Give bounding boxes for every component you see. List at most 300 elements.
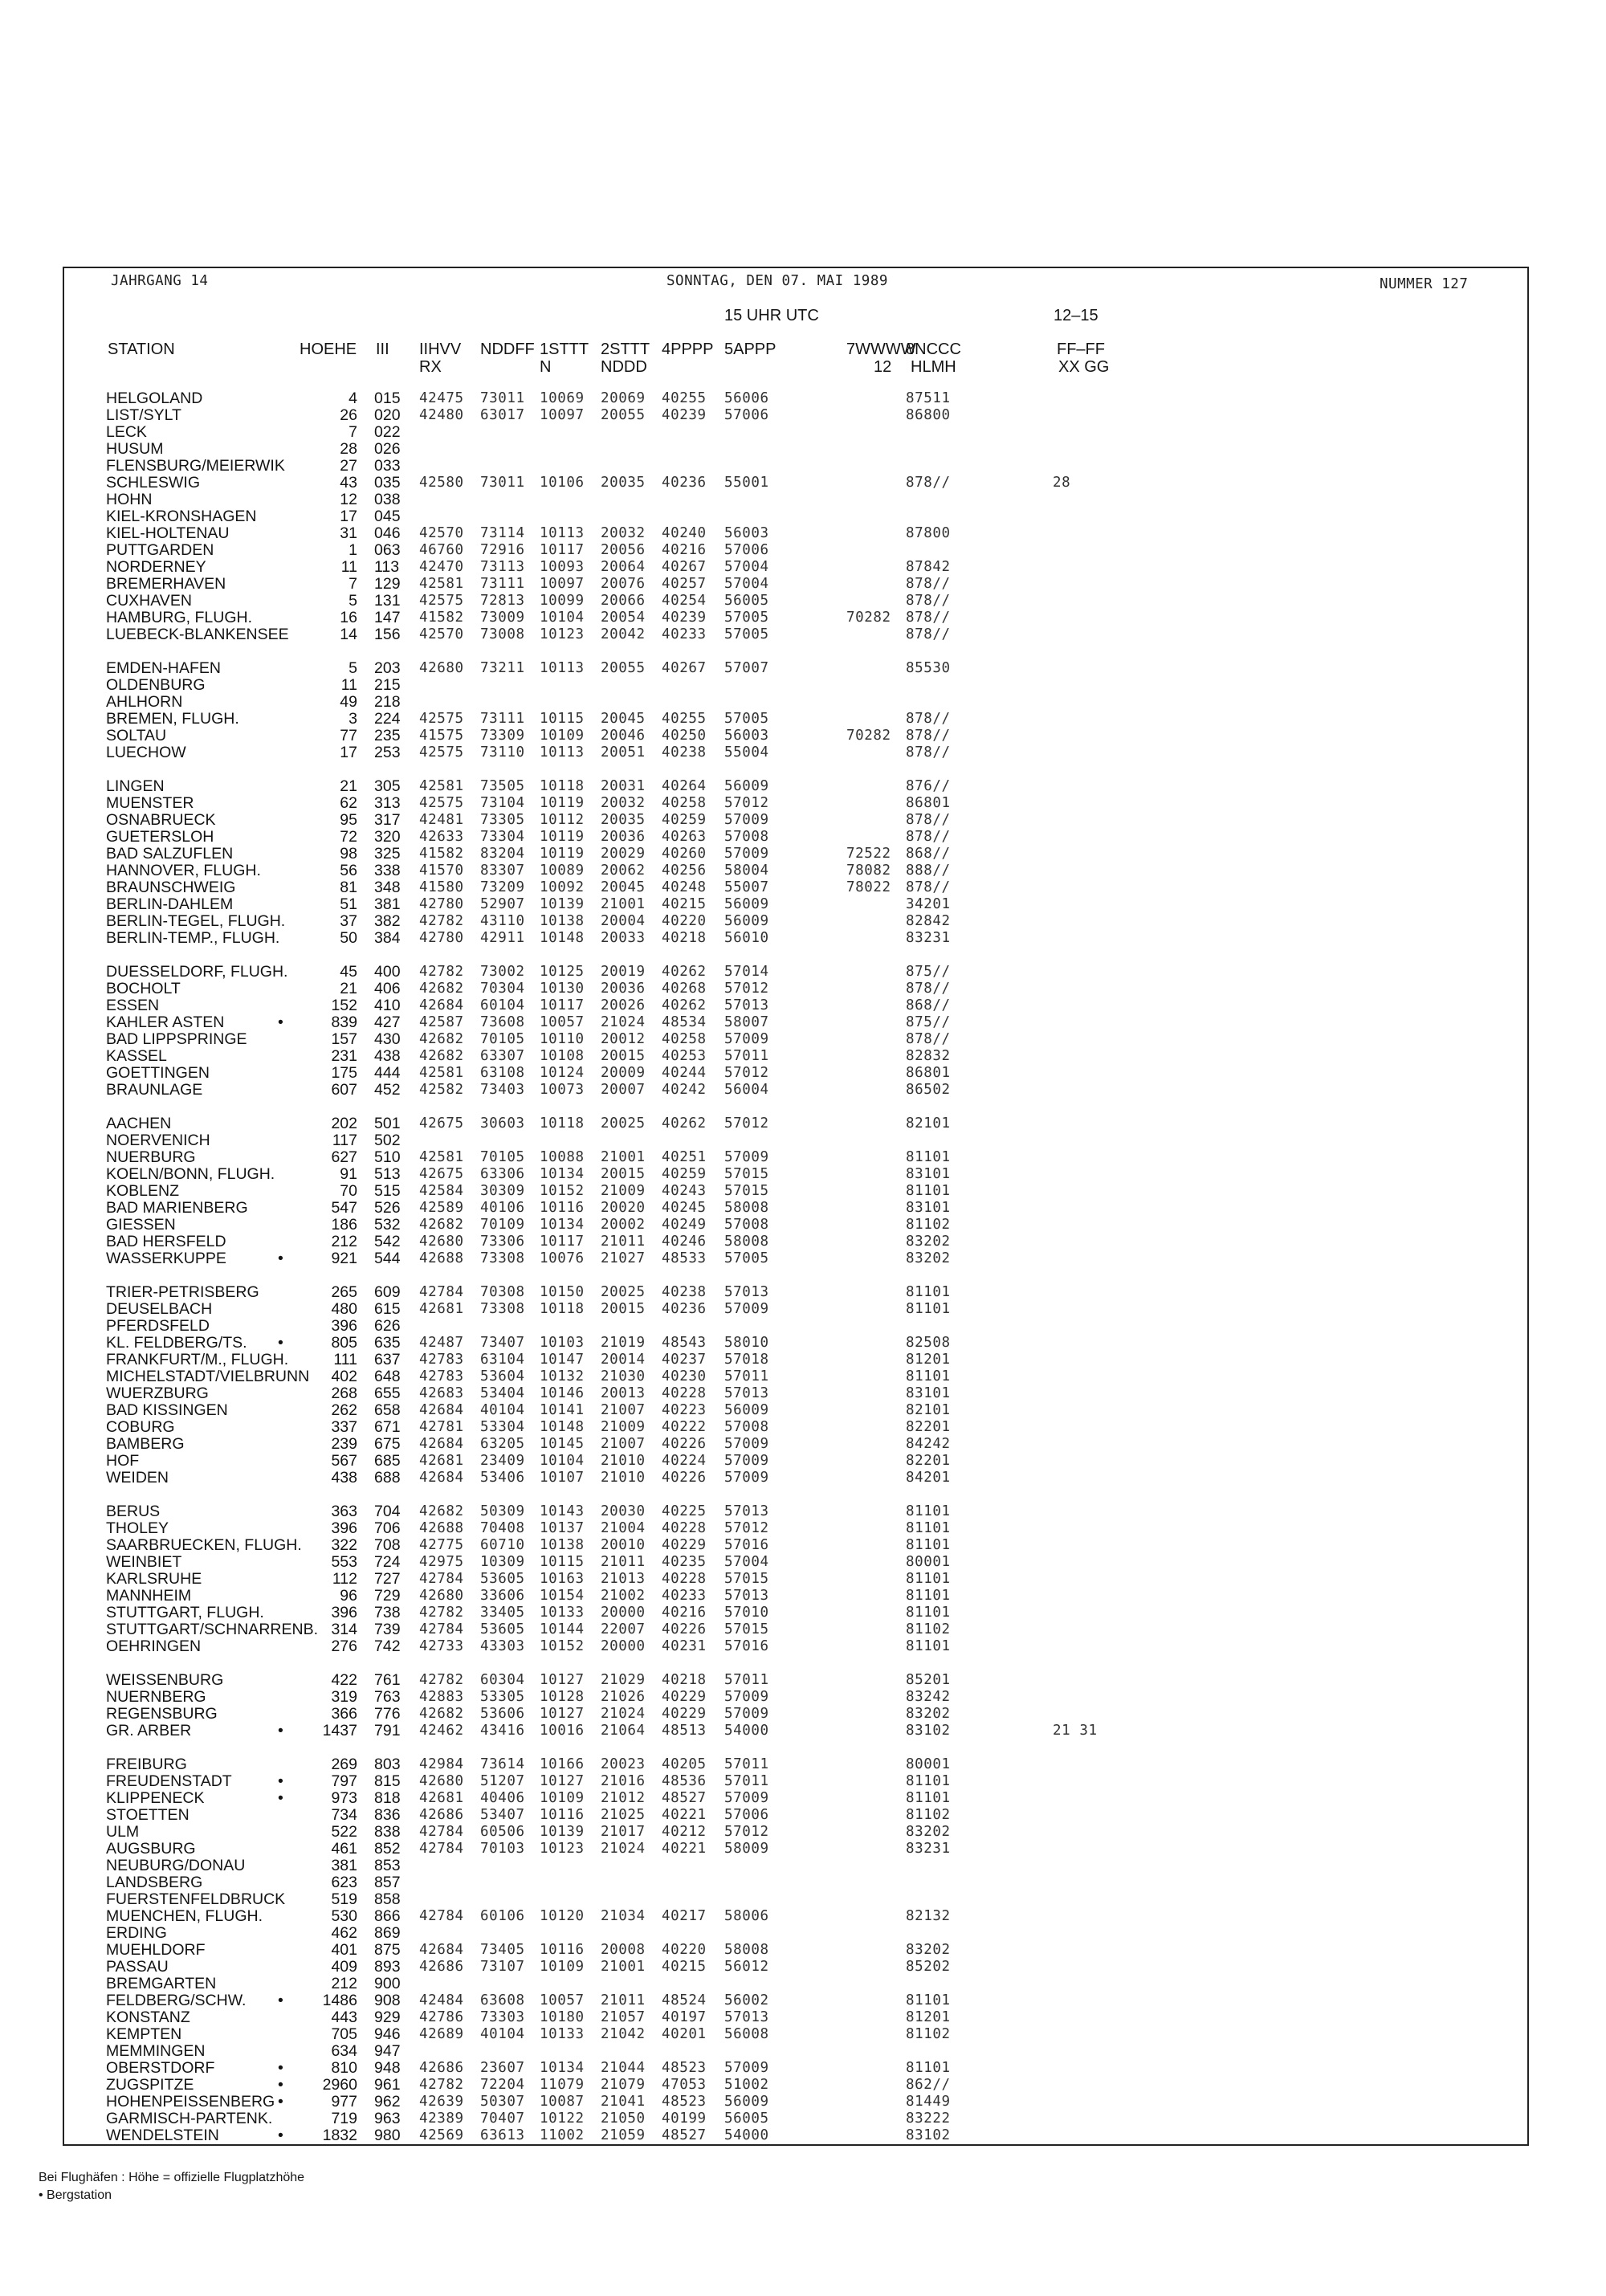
synop-group-5: 40264: [662, 778, 707, 794]
station-height: 366: [331, 1705, 357, 1723]
synop-group-6: 57008: [724, 1217, 769, 1233]
synop-group-5: 48536: [662, 1773, 707, 1789]
station-name: BAD KISSINGEN: [106, 1401, 228, 1419]
station-id: 738: [374, 1604, 401, 1621]
synop-group-5: 40216: [662, 1605, 707, 1621]
synop-group-5: 40221: [662, 1841, 707, 1857]
synop-group-8: 82101: [906, 1115, 951, 1132]
station-id: 626: [374, 1317, 401, 1335]
station-height: 519: [331, 1890, 357, 1908]
synop-group-5: 48527: [662, 2127, 707, 2143]
synop-group-4: 20004: [601, 913, 646, 929]
synop-group-2: 73505: [480, 778, 525, 794]
station-height: 50: [340, 929, 357, 947]
synop-group-2: 83204: [480, 846, 525, 862]
station-id: 929: [374, 2008, 401, 2026]
synop-group-8: 82832: [906, 1048, 951, 1064]
synop-group-5: 40242: [662, 1082, 707, 1098]
synop-group-2: 53304: [480, 1419, 525, 1435]
synop-group-5: 40263: [662, 829, 707, 845]
col-hoehe: HOEHE: [300, 341, 357, 358]
synop-group-4: 20030: [601, 1503, 646, 1519]
synop-group-1: 42784: [419, 1841, 464, 1857]
synop-group-6: 57012: [724, 1520, 769, 1536]
synop-group-4: 20056: [601, 542, 646, 558]
synop-group-1: 42581: [419, 576, 464, 592]
synop-group-2: 53606: [480, 1706, 525, 1722]
station-height: 461: [331, 1840, 357, 1858]
station-height: 70: [340, 1182, 357, 1200]
synop-group-1: 42780: [419, 896, 464, 912]
synop-group-8: 83202: [906, 1824, 951, 1840]
synop-group-4: 21011: [601, 1992, 646, 2008]
synop-group-3: 10166: [540, 1756, 585, 1772]
synop-group-3: 10125: [540, 964, 585, 980]
synop-group-4: 20026: [601, 997, 646, 1013]
station-height: 51: [340, 895, 357, 913]
synop-group-1: 42575: [419, 711, 464, 727]
footnote-airports: Bei Flughäfen : Höhe = offizielle Flugplatzhöhe: [39, 2171, 305, 2184]
synop-group-6: 57009: [724, 1031, 769, 1047]
synop-group-8: 85530: [906, 660, 951, 676]
synop-group-4: 20019: [601, 964, 646, 980]
synop-group-5: 40233: [662, 1588, 707, 1604]
synop-group-3: 10097: [540, 576, 585, 592]
station-height: 21: [340, 980, 357, 997]
synop-group-4: 21012: [601, 1790, 646, 1806]
station-id: 033: [374, 457, 401, 475]
synop-group-8: 888//: [906, 863, 951, 879]
synop-group-1: 42684: [419, 1436, 464, 1452]
station-name: MUENCHEN, FLUGH.: [106, 1907, 263, 1925]
synop-group-6: 57008: [724, 1419, 769, 1435]
synop-group-5: 40228: [662, 1385, 707, 1401]
station-id: 615: [374, 1300, 401, 1318]
synop-group-5: 40260: [662, 846, 707, 862]
synop-group-3: 10134: [540, 1217, 585, 1233]
synop-group-3: 10120: [540, 1908, 585, 1924]
mountain-station-marker: •: [278, 1250, 283, 1267]
col-station: STATION: [108, 341, 175, 358]
station-height: 239: [331, 1435, 357, 1453]
station-height: 522: [331, 1823, 357, 1841]
station-id: 305: [374, 777, 401, 795]
synop-group-8: 81101: [906, 1773, 951, 1789]
station-height: 810: [331, 2059, 357, 2077]
synop-group-2: 73608: [480, 1014, 525, 1030]
synop-group-7: 78022: [846, 879, 891, 895]
station-height: 276: [331, 1637, 357, 1655]
synop-group-1: 42684: [419, 997, 464, 1013]
synop-group-3: 10107: [540, 1470, 585, 1486]
station-id: 063: [374, 541, 401, 559]
station-name: BAD SALZUFLEN: [106, 845, 234, 863]
synop-group-8: 80001: [906, 1554, 951, 1570]
synop-group-8: 83231: [906, 1841, 951, 1857]
station-name: KAHLER ASTEN: [106, 1013, 225, 1031]
station-name: HOHN: [106, 491, 153, 508]
synop-group-1: 42682: [419, 1048, 464, 1064]
synop-group-1: 42580: [419, 475, 464, 491]
station-height: 973: [331, 1789, 357, 1807]
synop-group-5: 40258: [662, 1031, 707, 1047]
station-id: 776: [374, 1705, 401, 1723]
synop-group-5: 40268: [662, 981, 707, 997]
synop-group-4: 20036: [601, 981, 646, 997]
synop-group-1: 41582: [419, 846, 464, 862]
synop-group-4: 21079: [601, 2077, 646, 2093]
synop-group-4: 20036: [601, 829, 646, 845]
station-name: FRANKFURT/M., FLUGH.: [106, 1351, 289, 1368]
station-id: 853: [374, 1857, 401, 1874]
synop-group-1: 42883: [419, 1689, 464, 1705]
synop-group-8: 81101: [906, 1149, 951, 1165]
station-id: 452: [374, 1081, 401, 1099]
synop-group-5: 40239: [662, 610, 707, 626]
synop-group-6: 57010: [724, 1605, 769, 1621]
synop-group-1: 42689: [419, 2026, 464, 2042]
synop-group-3: 10087: [540, 2094, 585, 2110]
synop-group-4: 20012: [601, 1031, 646, 1047]
mountain-station-marker: •: [278, 2059, 283, 2077]
station-id: 406: [374, 980, 401, 997]
station-name: LUECHOW: [106, 744, 186, 761]
station-name: BERUS: [106, 1503, 161, 1520]
issue-number: NUMMER 127: [1380, 276, 1469, 292]
synop-group-2: 30309: [480, 1183, 525, 1199]
station-name: MUENSTER: [106, 794, 194, 812]
col-xxgg: XX GG: [1058, 358, 1110, 376]
station-id: 501: [374, 1115, 401, 1132]
synop-group-7: 70282: [846, 610, 891, 626]
synop-group-2: 50309: [480, 1503, 525, 1519]
mountain-station-marker: •: [278, 1992, 283, 2009]
synop-group-6: 57012: [724, 981, 769, 997]
synop-group-2: 40104: [480, 1402, 525, 1418]
station-id: 706: [374, 1519, 401, 1537]
synop-group-6: 56005: [724, 2110, 769, 2127]
station-height: 21: [340, 777, 357, 795]
synop-group-1: 42682: [419, 1031, 464, 1047]
synop-group-3: 10123: [540, 1841, 585, 1857]
synop-group-5: 40215: [662, 1959, 707, 1975]
synop-group-4: 21024: [601, 1706, 646, 1722]
synop-group-3: 10138: [540, 1537, 585, 1553]
synop-group-8: 82132: [906, 1908, 951, 1924]
synop-group-1: 42775: [419, 1537, 464, 1553]
synop-group-1: 42462: [419, 1723, 464, 1739]
station-id: 727: [374, 1570, 401, 1588]
synop-group-1: 42487: [419, 1335, 464, 1351]
station-name: GOETTINGEN: [106, 1064, 210, 1082]
synop-group-8: 84242: [906, 1436, 951, 1452]
station-name: KOBLENZ: [106, 1182, 180, 1200]
synop-group-1: 42686: [419, 2060, 464, 2076]
synop-group-1: 42639: [419, 2094, 464, 2110]
station-height: 363: [331, 1503, 357, 1520]
synop-group-8: 81101: [906, 1537, 951, 1553]
synop-group-2: 60106: [480, 1908, 525, 1924]
synop-group-5: 40262: [662, 964, 707, 980]
synop-group-3: 10139: [540, 896, 585, 912]
synop-group-6: 56006: [724, 390, 769, 406]
synop-group-3: 10116: [540, 1807, 585, 1823]
synop-group-1: 42682: [419, 981, 464, 997]
synop-group-5: 40256: [662, 863, 707, 879]
col-4pppp: 4PPPP: [662, 341, 714, 358]
station-name: KARLSRUHE: [106, 1570, 202, 1588]
synop-group-8: 878//: [906, 711, 951, 727]
synop-group-3: 10150: [540, 1284, 585, 1300]
station-id: 729: [374, 1587, 401, 1605]
synop-group-5: 40262: [662, 997, 707, 1013]
station-name: BAD HERSFELD: [106, 1233, 226, 1250]
synop-group-2: 72813: [480, 593, 525, 609]
synop-group-2: 42911: [480, 930, 525, 946]
station-height: 49: [340, 693, 357, 711]
synop-group-4: 20014: [601, 1352, 646, 1368]
synop-group-1: 42682: [419, 1217, 464, 1233]
synop-group-8: 876//: [906, 778, 951, 794]
station-id: 875: [374, 1941, 401, 1959]
synop-group-5: 40222: [662, 1419, 707, 1435]
synop-group-5: 40220: [662, 1942, 707, 1958]
synop-group-2: 63017: [480, 407, 525, 423]
mountain-station-marker: •: [278, 1722, 283, 1739]
station-id: 427: [374, 1013, 401, 1031]
synop-group-4: 20020: [601, 1200, 646, 1216]
synop-group-1: 42782: [419, 2077, 464, 2093]
synop-group-6: 57009: [724, 1689, 769, 1705]
station-height: 269: [331, 1756, 357, 1773]
station-name: OSNABRUECK: [106, 811, 216, 829]
synop-group-5: 40226: [662, 1470, 707, 1486]
station-id: 704: [374, 1503, 401, 1520]
synop-group-3: 11079: [540, 2077, 585, 2093]
station-name: AUGSBURG: [106, 1840, 196, 1858]
synop-group-2: 40106: [480, 1200, 525, 1216]
synop-group-5: 40205: [662, 1756, 707, 1772]
synop-group-8: 81101: [906, 1183, 951, 1199]
station-name: WEISSENBURG: [106, 1671, 224, 1689]
synop-group-5: 40201: [662, 2026, 707, 2042]
synop-group-5: 40262: [662, 1115, 707, 1132]
synop-group-3: 11002: [540, 2127, 585, 2143]
synop-group-6: 57011: [724, 1672, 769, 1688]
station-height: 734: [331, 1806, 357, 1824]
station-name: WENDELSTEIN: [106, 2127, 219, 2144]
synop-group-4: 21025: [601, 1807, 646, 1823]
station-id: 253: [374, 744, 401, 761]
synop-group-4: 21009: [601, 1419, 646, 1435]
synop-group-3: 10139: [540, 1824, 585, 1840]
synop-group-2: 73309: [480, 728, 525, 744]
station-id: 866: [374, 1907, 401, 1925]
synop-group-5: 40244: [662, 1065, 707, 1081]
station-name: KL. FELDBERG/TS.: [106, 1334, 247, 1352]
synop-group-4: 21059: [601, 2127, 646, 2143]
station-id: 658: [374, 1401, 401, 1419]
station-height: 381: [331, 1857, 357, 1874]
station-name: BAD LIPPSPRINGE: [106, 1030, 247, 1048]
synop-group-1: 42682: [419, 1706, 464, 1722]
station-id: 218: [374, 693, 401, 711]
synop-group-2: 60506: [480, 1824, 525, 1840]
synop-group-3: 10104: [540, 1453, 585, 1469]
station-height: 265: [331, 1283, 357, 1301]
synop-group-8: 82508: [906, 1335, 951, 1351]
station-name: THOLEY: [106, 1519, 169, 1537]
station-id: 791: [374, 1722, 401, 1739]
station-height: 91: [340, 1165, 357, 1183]
station-name: DEUSELBACH: [106, 1300, 213, 1318]
synop-group-3: 10128: [540, 1689, 585, 1705]
station-id: 382: [374, 912, 401, 930]
synop-group-8: 878//: [906, 1031, 951, 1047]
synop-group-8: 83202: [906, 1706, 951, 1722]
station-id: 438: [374, 1047, 401, 1065]
synop-group-1: 42784: [419, 1571, 464, 1587]
station-height: 634: [331, 2042, 357, 2060]
station-height: 27: [340, 457, 357, 475]
synop-group-4: 21026: [601, 1689, 646, 1705]
station-id: 113: [374, 558, 400, 576]
synop-group-8: 878//: [906, 610, 951, 626]
synop-group-8: 83231: [906, 930, 951, 946]
synop-group-2: 70304: [480, 981, 525, 997]
synop-group-4: 20042: [601, 626, 646, 642]
synop-group-8: 87511: [906, 390, 951, 406]
synop-group-1: 42570: [419, 525, 464, 541]
synop-group-1: 42782: [419, 964, 464, 980]
synop-group-4: 21024: [601, 1841, 646, 1857]
synop-group-1: 42681: [419, 1301, 464, 1317]
synop-group-5: 48527: [662, 1790, 707, 1806]
synop-group-6: 57005: [724, 610, 769, 626]
synop-group-8: 87800: [906, 525, 951, 541]
synop-group-6: 57015: [724, 1166, 769, 1182]
synop-group-2: 73107: [480, 1959, 525, 1975]
synop-group-5: 40250: [662, 728, 707, 744]
synop-group-5: 40220: [662, 913, 707, 929]
mountain-station-marker: •: [278, 2127, 283, 2144]
synop-group-3: 10119: [540, 795, 585, 811]
report-frame: [63, 267, 1529, 2146]
synop-group-3: 10146: [540, 1385, 585, 1401]
synop-group-6: 57005: [724, 626, 769, 642]
synop-group-5: 40245: [662, 1200, 707, 1216]
synop-group-6: 57013: [724, 997, 769, 1013]
synop-group-1: 42784: [419, 1908, 464, 1924]
synop-group-1: 42575: [419, 795, 464, 811]
synop-group-3: 10113: [540, 744, 585, 761]
synop-group-5: 40229: [662, 1706, 707, 1722]
station-name: WEINBIET: [106, 1553, 182, 1571]
synop-group-2: 10309: [480, 1554, 525, 1570]
synop-group-8: 81101: [906, 2060, 951, 2076]
station-height: 16: [340, 609, 357, 626]
station-name: OEHRINGEN: [106, 1637, 202, 1655]
synop-group-1: 42575: [419, 744, 464, 761]
synop-group-5: 40257: [662, 576, 707, 592]
synop-group-2: 63108: [480, 1065, 525, 1081]
synop-group-6: 57012: [724, 1115, 769, 1132]
synop-group-1: 42684: [419, 1402, 464, 1418]
synop-group-4: 20045: [601, 879, 646, 895]
synop-group-1: 42575: [419, 593, 464, 609]
station-id: 609: [374, 1283, 401, 1301]
synop-group-4: 21050: [601, 2110, 646, 2127]
synop-group-6: 57009: [724, 2060, 769, 2076]
synop-group-4: 21041: [601, 2094, 646, 2110]
synop-group-7: 72522: [846, 846, 891, 862]
station-name: KIEL-KRONSHAGEN: [106, 508, 257, 525]
synop-group-5: 40246: [662, 1234, 707, 1250]
synop-group-4: 20054: [601, 610, 646, 626]
station-height: 553: [331, 1553, 357, 1571]
synop-group-8: 81101: [906, 1503, 951, 1519]
synop-group-1: 42633: [419, 829, 464, 845]
station-id: 742: [374, 1637, 401, 1655]
synop-group-8: 878//: [906, 812, 951, 828]
synop-group-4: 21042: [601, 2026, 646, 2042]
synop-group-2: 60304: [480, 1672, 525, 1688]
synop-group-3: 10130: [540, 981, 585, 997]
station-id: 156: [374, 626, 401, 643]
station-height: 319: [331, 1688, 357, 1706]
station-id: 962: [374, 2093, 401, 2110]
synop-group-3: 10141: [540, 1402, 585, 1418]
synop-group-3: 10134: [540, 1166, 585, 1182]
synop-group-4: 21007: [601, 1402, 646, 1418]
synop-group-2: 73011: [480, 475, 525, 491]
synop-group-6: 57009: [724, 1706, 769, 1722]
synop-group-1: 42786: [419, 2009, 464, 2025]
synop-group-3: 10099: [540, 593, 585, 609]
synop-group-8: 83101: [906, 1166, 951, 1182]
station-id: 022: [374, 423, 401, 441]
synop-group-2: 73305: [480, 812, 525, 828]
synop-group-2: 63608: [480, 1992, 525, 2008]
synop-group-4: 20051: [601, 744, 646, 761]
synop-group-3: 10108: [540, 1048, 585, 1064]
synop-group-3: 10118: [540, 1115, 585, 1132]
synop-group-8: 83222: [906, 2110, 951, 2127]
col-nddd: NDDD: [601, 358, 647, 376]
station-name: WEIDEN: [106, 1469, 169, 1486]
synop-group-4: 21016: [601, 1773, 646, 1789]
station-name: AHLHORN: [106, 693, 183, 711]
station-id: 045: [374, 508, 401, 525]
synop-group-3: 10119: [540, 846, 585, 862]
synop-group-8: 85202: [906, 1959, 951, 1975]
station-height: 623: [331, 1874, 357, 1891]
station-height: 1437: [322, 1722, 357, 1739]
station-name: NUERNBERG: [106, 1688, 206, 1706]
synop-group-5: 48523: [662, 2094, 707, 2110]
synop-group-8: 81101: [906, 1520, 951, 1536]
synop-group-6: 57009: [724, 1149, 769, 1165]
station-height: 262: [331, 1401, 357, 1419]
synop-group-2: 70308: [480, 1284, 525, 1300]
synop-group-4: 20066: [601, 593, 646, 609]
station-height: 921: [331, 1250, 357, 1267]
station-id: 708: [374, 1536, 401, 1554]
synop-group-4: 20045: [601, 711, 646, 727]
synop-group-1: 42389: [419, 2110, 464, 2127]
station-id: 946: [374, 2025, 401, 2043]
synop-group-6: 57009: [724, 1453, 769, 1469]
